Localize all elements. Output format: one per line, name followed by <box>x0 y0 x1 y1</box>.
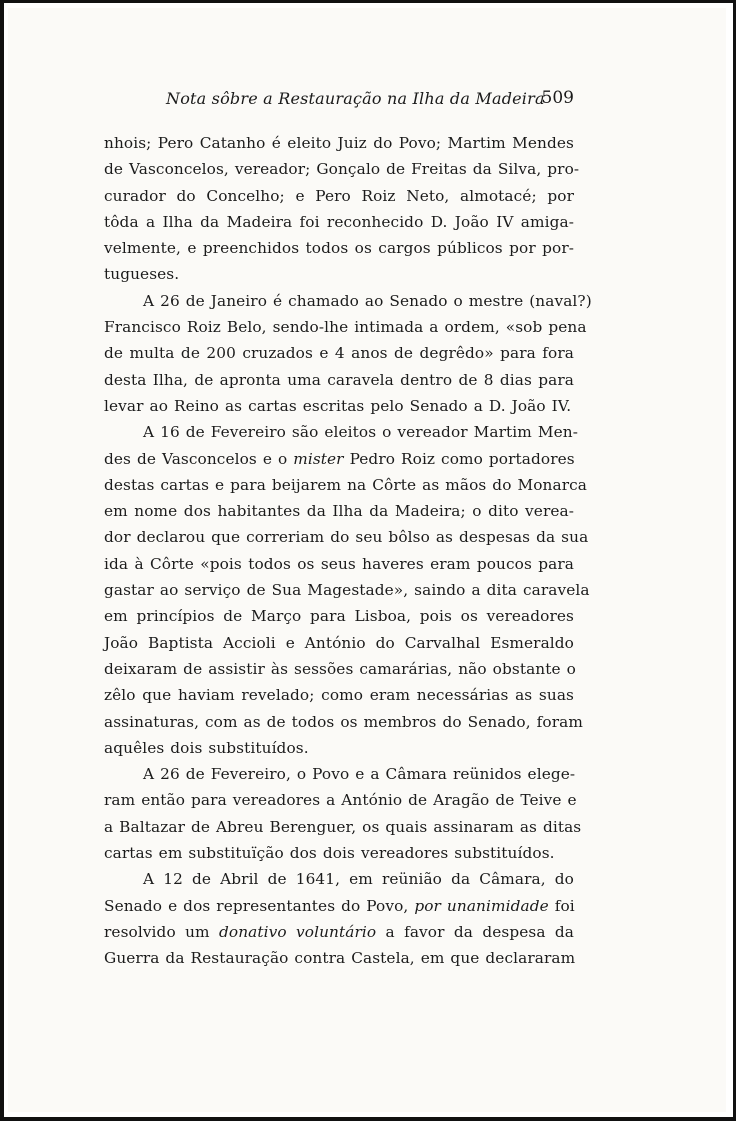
text-line: desta Ilha, de apronta uma caravela dentro de 8 dias para <box>104 370 574 389</box>
text-segment: resolvido um <box>104 922 210 941</box>
text-line: aquêles dois substituídos. <box>104 738 309 757</box>
paragraph-3 <box>104 419 590 761</box>
body-text <box>104 130 592 972</box>
text-line: levar ao Reino as cartas escritas pelo Senado a D. João IV. <box>104 396 572 415</box>
text-line-with-italic <box>104 893 574 919</box>
paragraph-5 <box>104 866 574 971</box>
text-line: destas cartas e para beijarem na Côrte as mãos do Monarca <box>104 475 588 494</box>
running-title: Nota sôbre a Restauração na Ilha da Madeira <box>166 89 545 108</box>
text-line: João Baptista Accioli e António do Carvalhal Esmeraldo <box>104 633 574 652</box>
text-line: deixaram de assistir às sessões camarárias, não obstante o <box>104 659 576 678</box>
text-line: assinaturas, com as de todos os membros do Senado, foram <box>104 712 583 731</box>
text-line: cartas em substituïção dos dois vereadores substituídos. <box>104 844 555 863</box>
text-segment: Senado e dos representantes do Povo, <box>104 896 409 915</box>
text-line: de Vasconcelos, vereador; Gonçalo de Freitas da Silva, pro- <box>104 160 580 179</box>
text-line: Guerra da Restauração contra Castela, em que declararam <box>104 949 576 968</box>
text-line: zêlo que haviam revelado; como eram necessárias as suas <box>104 686 574 705</box>
text-segment: des de Vasconcelos e o <box>104 449 288 468</box>
text-line: de multa de 200 cruzados e 4 anos de degrêdo» para fora <box>104 344 574 363</box>
text-line-with-italic <box>104 446 574 472</box>
italic-word-mister: mister <box>293 449 344 468</box>
text-line: A 16 de Fevereiro são eleitos o vereador Martim Men- <box>143 423 578 442</box>
text-line: tugueses. <box>104 265 180 284</box>
text-segment: Pedro Roiz como portadores <box>349 449 575 468</box>
text-line: Francisco Roiz Belo, sendo-lhe intimada a ordem, «sob pena <box>104 318 587 337</box>
italic-phrase-por-unanimidade: por unanimidade <box>414 896 549 915</box>
text-line: nhois; Pero Catanho é eleito Juiz do Povo; Martim Mendes <box>104 134 574 152</box>
text-line-with-italic <box>104 919 574 945</box>
text-line: gastar ao serviço de Sua Magestade», saindo a dita caravela <box>104 581 590 600</box>
text-line: tôda a Ilha da Madeira foi reconhecido D. João IV amiga- <box>104 212 574 231</box>
text-line: ida à Côrte «pois todos os seus haveres eram poucos para <box>104 554 574 573</box>
text-line: em nome dos habitantes da Ilha da Madeira; o dito verea- <box>104 502 574 521</box>
text-line: A 26 de Janeiro é chamado ao Senado o mestre (naval?) <box>143 291 592 310</box>
text-line: velmente, e preenchidos todos os cargos públicos por por- <box>104 239 574 258</box>
text-line: A 12 de Abril de 1641, em reünião da Câmara, do <box>143 870 574 889</box>
page-header <box>96 83 574 113</box>
text-line: curador do Concelho; e Pero Roiz Neto, almotacé; por <box>104 186 574 205</box>
text-line: em princípios de Março para Lisboa, pois os vereadores <box>104 607 574 626</box>
text-line: A 26 de Fevereiro, o Povo e a Câmara reünidos elege- <box>143 765 576 784</box>
italic-phrase-donativo-voluntario: donativo voluntário <box>219 922 377 941</box>
text-segment: foi <box>554 896 575 915</box>
paragraph-4 <box>104 761 582 866</box>
text-line: ram então para vereadores a António de Aragão de Teive e <box>104 791 577 810</box>
paragraph-1 <box>104 130 580 288</box>
page-number: 509 <box>541 88 574 108</box>
paragraph-2 <box>104 288 592 419</box>
text-line: dor declarou que correriam do seu bôlso as despesas da sua <box>104 528 589 547</box>
text-line: a Baltazar de Abreu Berenguer, os quais assinaram as ditas <box>104 817 582 836</box>
text-segment: a favor da despesa da <box>385 922 574 941</box>
